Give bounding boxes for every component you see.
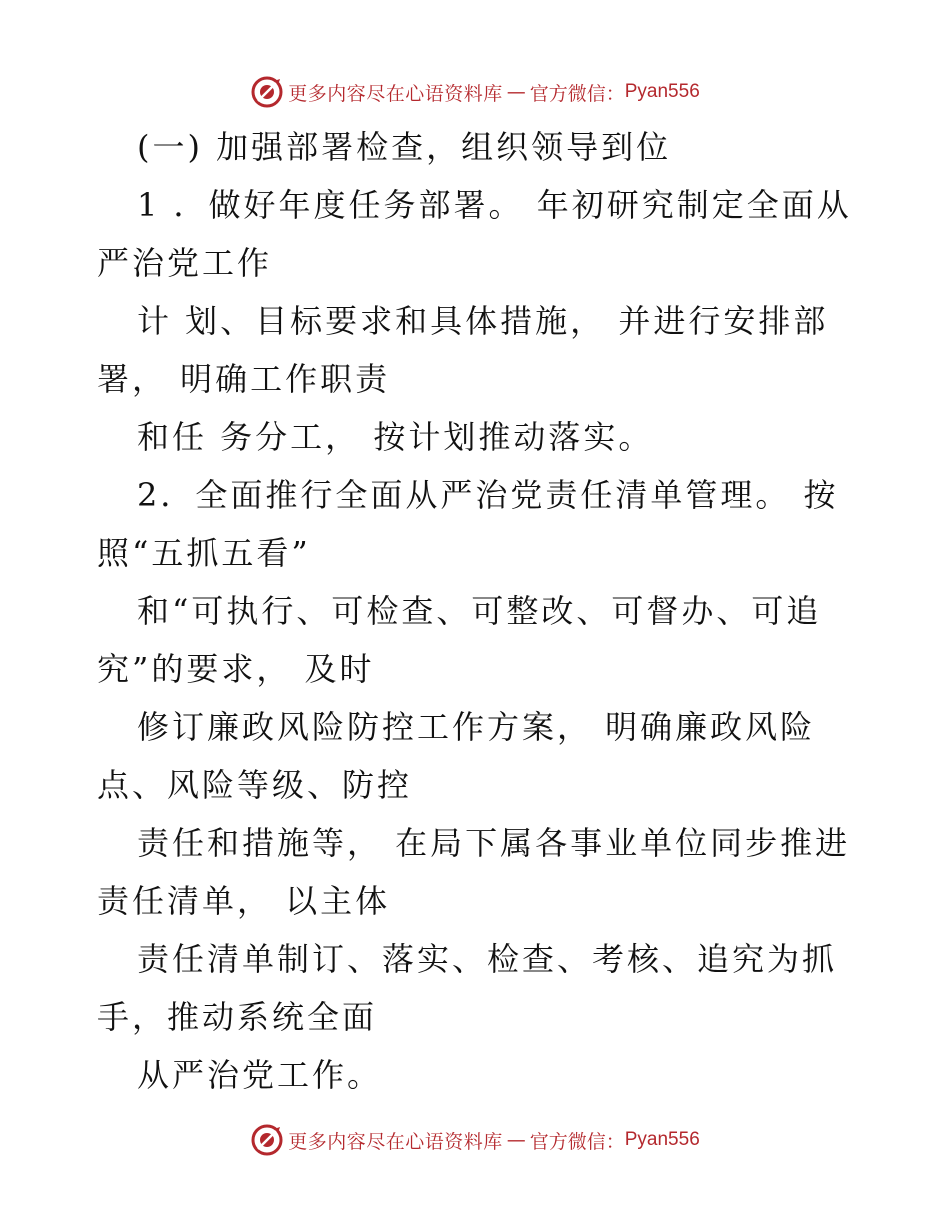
paragraph-line: 责任清单， 以主体 [97, 882, 391, 920]
paragraph-line: 计 划、目标要求和具体措施， 并进行安排部 [137, 302, 829, 340]
footer-watermark-banner [0, 1120, 950, 1160]
section-heading: (一) 加强部署检查，组织领导到位 [137, 128, 672, 166]
paragraph-line: 署， 明确工作职责 [97, 360, 391, 398]
paragraph-line: 1 ．做好年度任务部署。 年初研究制定全面从 [137, 186, 852, 224]
logo-icon [250, 75, 284, 109]
paragraph-line: 修订廉政风险防控工作方案， 明确廉政风险 [137, 708, 816, 746]
header-watermark-banner [0, 72, 950, 112]
document-body [97, 118, 857, 1104]
banner-separator: — [506, 1129, 526, 1151]
logo-icon [250, 1123, 284, 1157]
paragraph-line: 照“五抓五看” [97, 534, 311, 572]
paragraph-line: 严治党工作 [97, 244, 273, 282]
banner-handle: Pyan556 [624, 1129, 700, 1150]
banner-text: 更多内容尽在心语资料库 [288, 82, 503, 105]
banner-text: 更多内容尽在心语资料库 [288, 1130, 503, 1153]
paragraph-line: 2．全面推行全面从严治党责任清单管理。 按 [137, 476, 839, 514]
paragraph-line: 究”的要求， 及时 [97, 650, 375, 688]
banner-separator: — [506, 81, 526, 103]
paragraph-line: 责任和措施等， 在局下属各事业单位同步推进 [137, 824, 851, 862]
banner-handle: Pyan556 [624, 81, 700, 102]
paragraph-line: 手，推动系统全面 [97, 998, 378, 1036]
paragraph-line: 和“可执行、可检查、可整改、可督办、可追 [137, 592, 822, 630]
paragraph-line: 点、风险等级、防控 [97, 766, 413, 804]
paragraph-line: 责任清单制订、落实、检查、考核、追究为抓 [137, 940, 838, 978]
banner-wechat-label: 官方微信： [529, 82, 625, 105]
paragraph-line: 和任 务分工， 按计划推动落实。 [137, 418, 654, 456]
paragraph-line: 从严治党工作。 [137, 1056, 383, 1094]
banner-wechat-label: 官方微信： [529, 1130, 625, 1153]
